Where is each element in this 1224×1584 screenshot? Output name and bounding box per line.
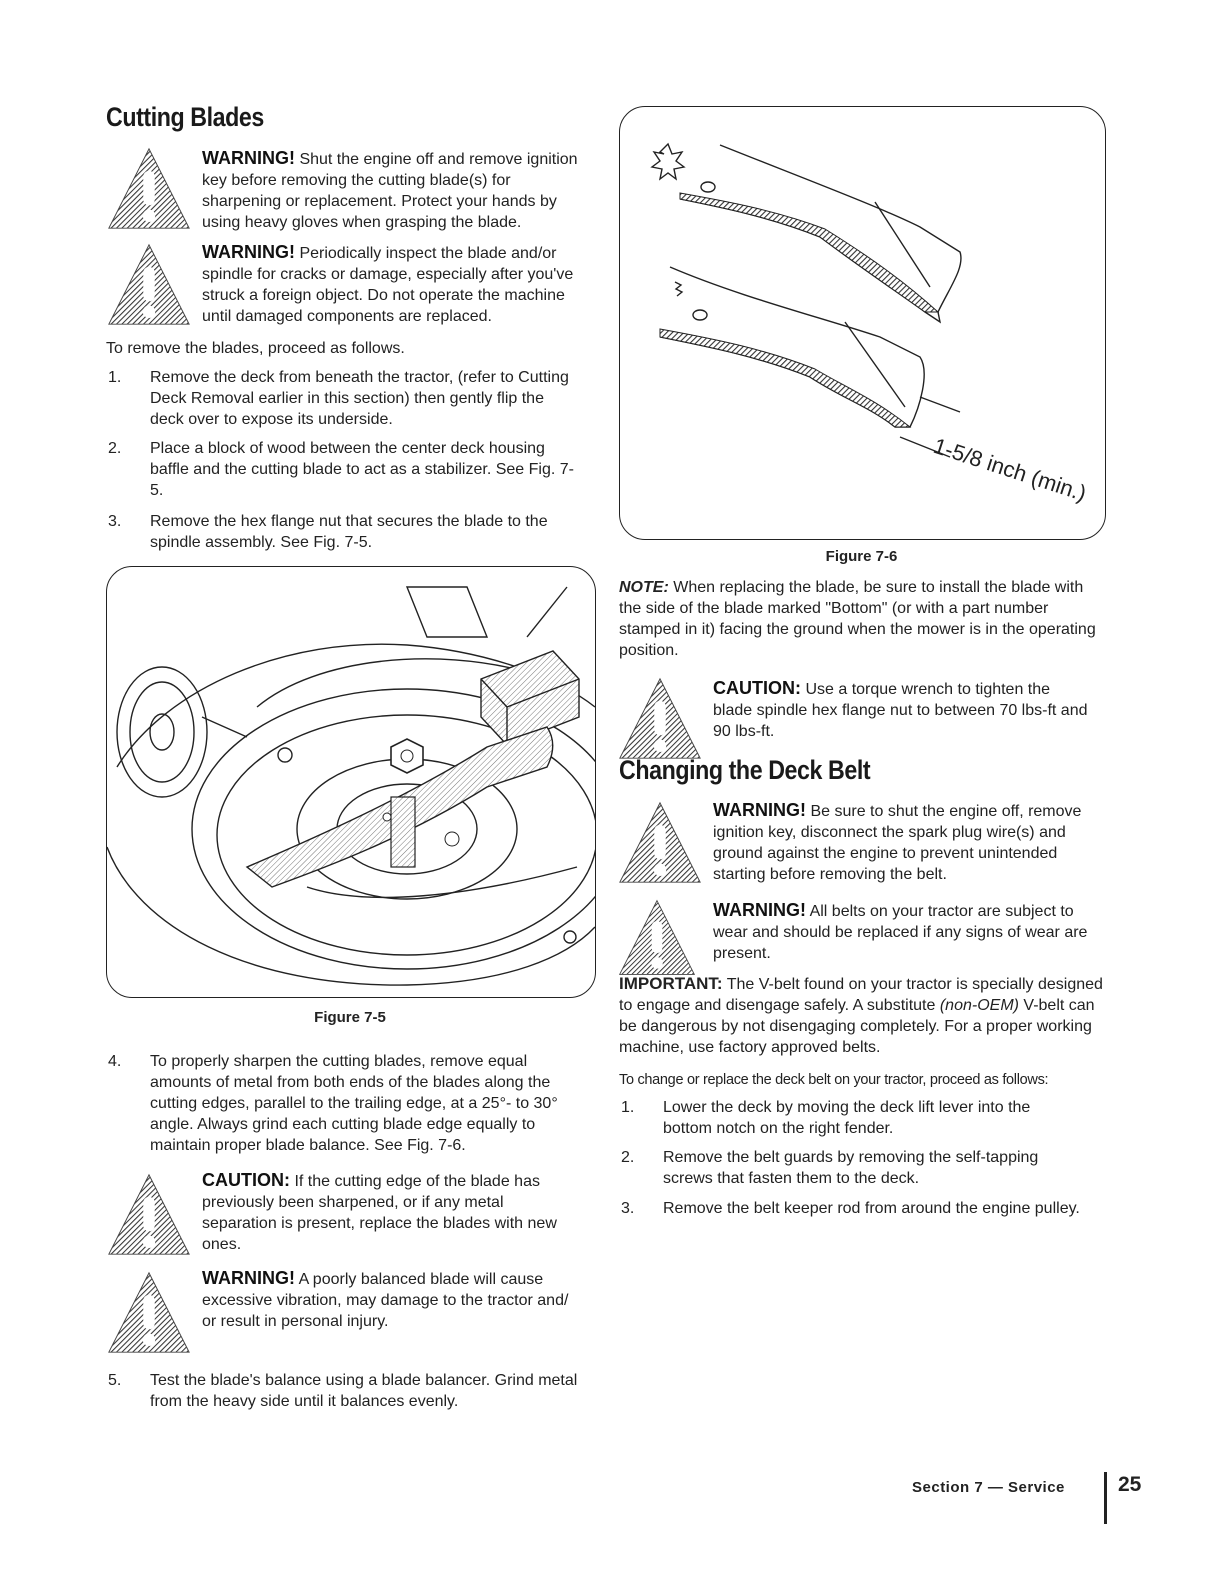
step-number: 1. xyxy=(621,1099,635,1116)
step-number: 1. xyxy=(108,369,122,386)
caution-text: Use a torque wrench to tighten the blade spindle hex flange nut to between 70 lbs-ft and 90 lbs-ft. xyxy=(713,681,1088,740)
warning-text: A poorly balanced blade will cause excessive vibration, may damage to the tractor and/ or result in personal injury. xyxy=(202,1271,569,1330)
lower-blade-edge xyxy=(660,329,910,427)
step-text: Test the blade's balance using a blade balancer. Grind metal from the heavy side until it balances evenly. xyxy=(150,1372,578,1410)
warning-label: WARNING! xyxy=(713,900,806,920)
important-text-end: V-belt can be dangerous by not disengaging completely. For a proper working machine, use factory approved belts. xyxy=(619,997,1095,1056)
footer-section: Section 7 — Service xyxy=(912,1479,1065,1496)
dimension-label: 1-5/8 inch (min.) xyxy=(930,432,1090,506)
warning-block xyxy=(106,1266,596,1356)
important-text: The V-belt found on your tractor is specially designed to engage and disengage safely. A substitute xyxy=(619,976,1103,1014)
blade-sharpening-illustration xyxy=(620,107,1105,539)
section-title-cutting-blades: Cutting Blades xyxy=(106,102,264,132)
step-number: 3. xyxy=(108,513,122,530)
figure-7-5 xyxy=(106,566,596,998)
warning-block xyxy=(106,240,596,330)
figure-caption: Figure 7-6 xyxy=(825,548,898,565)
warning-icon xyxy=(106,1270,192,1356)
step-number: 5. xyxy=(108,1372,122,1389)
warning-icon xyxy=(106,242,192,328)
intro-text: To change or replace the deck belt on your tractor, proceed as follows: xyxy=(619,1072,1049,1088)
warning-text: Periodically inspect the blade and/or spindle for cracks or damage, especially after you've struck a foreign object. Do not operate the machine until damaged components are replaced. xyxy=(202,245,574,325)
important-italic: (non-OEM) xyxy=(939,997,1019,1014)
step-number: 2. xyxy=(108,440,122,457)
warning-label: WARNING! xyxy=(202,148,295,168)
figure-7-6 xyxy=(619,106,1106,540)
step-number: 3. xyxy=(621,1200,635,1217)
note-label: NOTE: xyxy=(619,579,669,596)
note-text: When replacing the blade, be sure to install the blade with the side of the blade marked "Bottom" (or with a part number stamped in it) facing the ground when the mower is in the operating position. xyxy=(619,579,1096,659)
important-paragraph xyxy=(619,973,1107,1058)
warning-text: Be sure to shut the engine off, remove ignition key, disconnect the spark plug wire(s) and ground against the engine to prevent unintended starting before removing the belt. xyxy=(713,803,1082,883)
warning-icon xyxy=(106,1172,192,1258)
warning-block xyxy=(617,898,1107,978)
footer-divider xyxy=(1104,1472,1107,1524)
warning-text: All belts on your tractor are subject to wear and should be replaced if any signs of wear are present. xyxy=(713,903,1088,962)
step-number: 2. xyxy=(621,1149,635,1166)
step-text: Remove the deck from beneath the tractor, (refer to Cutting Deck Removal earlier in this section) then gently flip the deck over to expose its underside. xyxy=(150,369,569,428)
caution-block xyxy=(617,676,1107,766)
warning-label: WARNING! xyxy=(713,800,806,820)
caution-label: CAUTION: xyxy=(713,678,801,698)
warning-icon xyxy=(617,898,697,978)
caution-block xyxy=(106,1168,596,1258)
step-text: Lower the deck by moving the deck lift lever into the bottom notch on the right fender. xyxy=(663,1099,1031,1137)
page-number: 25 xyxy=(1118,1473,1142,1496)
step-text: To properly sharpen the cutting blades, remove equal amounts of metal from both ends of the blades along the cutting edges, parallel to the trailing edge, at a 25°- to 30° angle. Always grind each cutting blade edge equally to maintain proper blade balance. See Fig. 7-6. xyxy=(150,1053,558,1154)
warning-block xyxy=(617,798,1107,888)
warning-icon xyxy=(106,146,192,232)
intro-text: To remove the blades, proceed as follows. xyxy=(106,340,405,357)
warning-block xyxy=(106,146,596,236)
step-text: Remove the hex flange nut that secures the blade to the spindle assembly. See Fig. 7-5. xyxy=(150,513,548,551)
deck-underside-illustration xyxy=(107,567,595,997)
note-paragraph xyxy=(619,577,1109,661)
step-number: 4. xyxy=(108,1053,122,1070)
warning-icon xyxy=(617,676,703,762)
important-label: IMPORTANT: xyxy=(619,974,723,993)
warning-label: WARNING! xyxy=(202,1268,295,1288)
warning-label: WARNING! xyxy=(202,242,295,262)
upper-blade-edge xyxy=(680,193,938,312)
caution-text: If the cutting edge of the blade has previously been sharpened, or if any metal separation is present, replace the blades with new ones. xyxy=(202,1173,557,1253)
warning-icon xyxy=(617,800,703,886)
step-text: Remove the belt keeper rod from around the engine pulley. xyxy=(663,1200,1080,1217)
section-title-changing-deck-belt: Changing the Deck Belt xyxy=(619,755,871,785)
step-text: Remove the belt guards by removing the self-tapping screws that fasten them to the deck. xyxy=(663,1149,1039,1187)
step-text: Place a block of wood between the center deck housing baffle and the cutting blade to act as a stabilizer. See Fig. 7-5. xyxy=(150,440,574,499)
warning-text: Shut the engine off and remove ignition key before removing the cutting blade(s) for sharpening or replacement. Protect your hands by using heavy gloves when grasping the blade. xyxy=(202,151,578,231)
caution-label: CAUTION: xyxy=(202,1170,290,1190)
figure-caption: Figure 7-5 xyxy=(314,1009,386,1026)
